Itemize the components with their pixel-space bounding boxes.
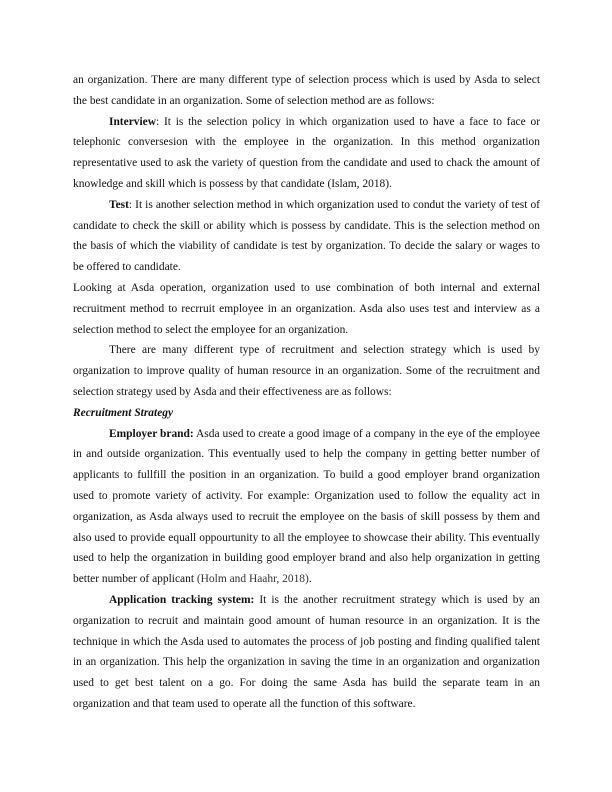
interview-text: : It is the selection policy in which organization used to have a face to face or telephonic conversesion with the employee in the organization. In this method organization representative used to ask the variety of question from the candidate and used to chack the amount of knowledge and skill which is possess by that candidate (Islam, 2018).: [73, 115, 540, 190]
paragraph-intro: an organization. There are many different type of selection process which is used by Asda to select the best candidate in an organization. Some of selection method are as follows:: [73, 74, 540, 107]
paragraph-test: [73, 195, 540, 278]
heading-recruitment-strategy: Recruitment Strategy: [73, 406, 174, 419]
employer-brand-text: Asda used to create a good image of a company in the eye of the employee in and outside organization. This eventually used to help the company in getting better number of applicants to fullfill the position in an organization. To build a good employer brand organization used to promote variety of activity. For example: Organization used to follow the equality act in organization, as Asda always used to recruit the employee on the basis of skill possess by them and also used to provide equall oppourtunity to all the employee to showcase their ability. This eventually used to help the organization in building good employer brand and also help organization in getting better number of applicant: [73, 427, 541, 586]
paragraph-interview: [73, 112, 540, 195]
paragraph-ats: [73, 590, 540, 715]
term-test: Test: [109, 198, 129, 211]
paragraph-employer-brand: [73, 424, 540, 590]
paragraph-strategy: There are many different type of recruitment and selection strategy which is used by organization to improve quality of human resource in an organization. Some of the recruitment and selection strategy used by Asda and their effectiveness are as follows:: [73, 344, 540, 398]
test-text: : It is another selection method in which organization used to condut the variety of test of candidate to check the skill or ability which is possess by candidate. This is the selection method on the basis of which the viability of candidate is test by organization. To decide the salary or wages to be offered to candidate.: [73, 198, 540, 274]
document-body: [73, 70, 540, 715]
term-interview: Interview: [109, 115, 157, 128]
term-ats: Application tracking system:: [109, 593, 255, 606]
employer-brand-citation: (Holm and Haahr, 2018): [196, 573, 309, 586]
ats-text: It is the another recruitment strategy which is used by an organization to recruit and maintain good amount of human resource in an organization. It is the technique in which the Asda used to automates the process of job posting and finding qualified talent in an organization. This help the organization in saving the time in an organization and organization used to get best talent on a go. For doing the same Asda has build the separate team in an organization and that team used to operate all the function of this software.: [73, 593, 540, 710]
term-employer-brand: Employer brand:: [109, 427, 194, 440]
employer-brand-end: .: [308, 573, 312, 586]
paragraph-asda-operation: Looking at Asda operation, organization used to use combination of both internal and external recruitment method to recrruit employee in an organization. Asda also uses test and interview as a selection method to select the employee for an organization.: [73, 281, 540, 336]
